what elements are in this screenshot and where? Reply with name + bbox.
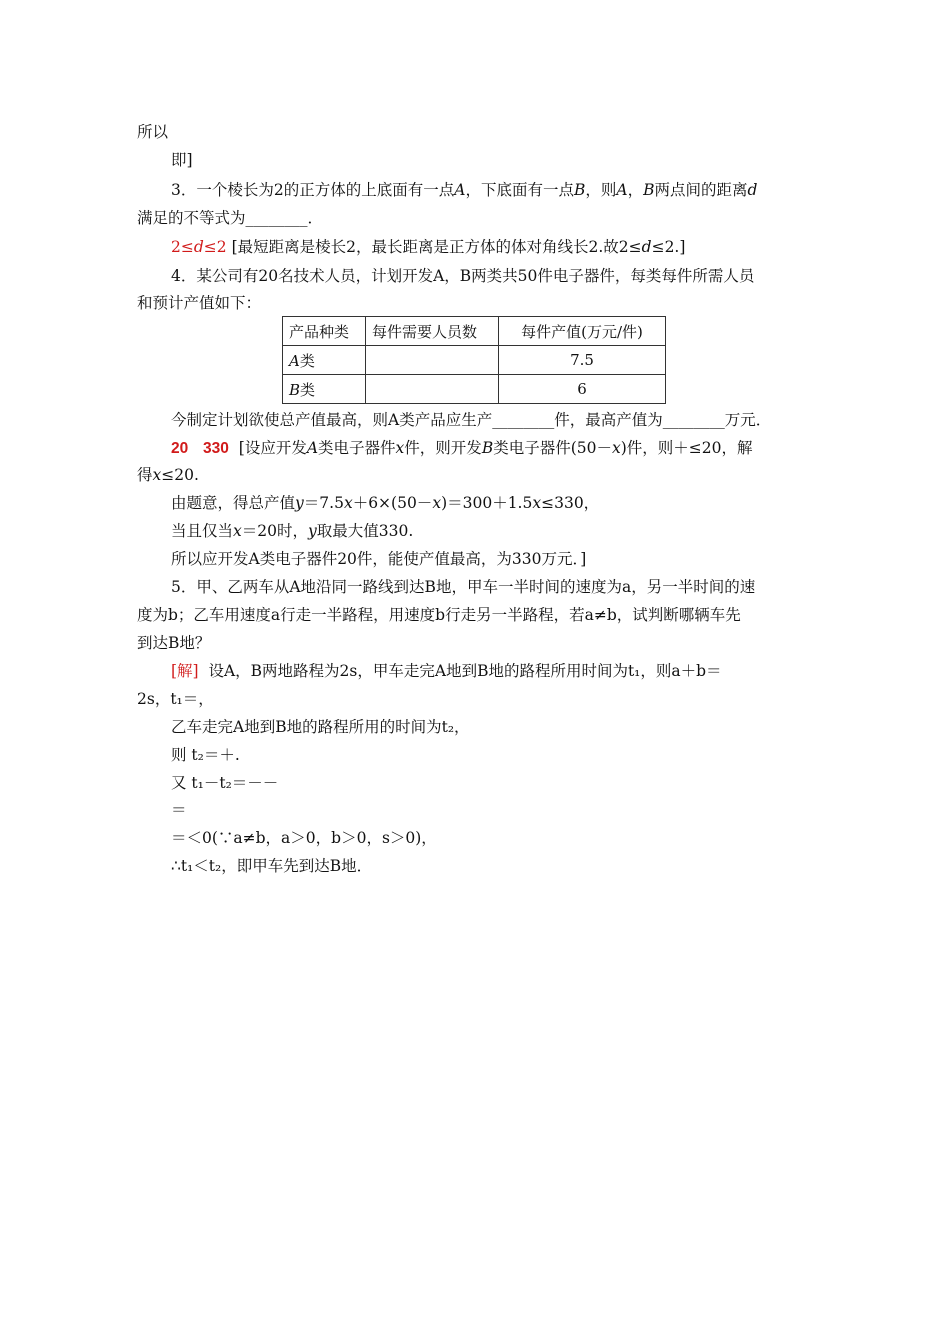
table-row [283, 346, 666, 375]
data-table [282, 316, 666, 404]
question-4-line3: 今制定计划欲使总产值最高，则A类产品应生产________件，最高产值为________万元． [171, 411, 772, 429]
answer-5-line5: 又 t₁－t₂＝－－ [171, 774, 279, 792]
question-5-line1: 5．甲、乙两车从A地沿同一路线到达B地，甲车一半时间的速度为a，另一半时间的速 [171, 578, 756, 596]
question-3-line1: 3．一个棱长为2的正方体的上底面有一点A，下底面有一点B，则A，B两点间的距离d [171, 181, 758, 199]
table-header: 产品种类 [283, 317, 366, 346]
solution-tag: [解] [171, 662, 199, 680]
table-cell: B类 [283, 375, 366, 404]
table-row [283, 375, 666, 404]
answer-5-line7: ＝＜0(∵a≠b，a＞0，b＞0，s＞0)， [171, 829, 437, 847]
table-header-row [283, 317, 666, 346]
answer-3: 2≤d≤2 [最短距离是棱长2，最长距离是正方体的体对角线长2.故2≤d≤2.] [171, 238, 686, 256]
answer-4-line2: 得x≤20. [137, 466, 199, 484]
question-5-line3: 到达B地？ [137, 634, 211, 652]
answer-4-line4: 当且仅当x＝20时，y取最大值330. [171, 522, 414, 540]
table-cell: 7.5 [499, 346, 666, 375]
answer-4-line3: 由题意，得总产值y＝7.5x＋6×(50－x)＝300＋1.5x≤330， [171, 494, 600, 512]
answer-5-line1: [解] 设A，B两地路程为2s，甲车走完A地到B地的路程所用时间为t₁，则a＋b＝ [171, 662, 722, 680]
answer-4-line5: 所以应开发A类电子器件20件，能使产值最高，为330万元．] [171, 550, 587, 568]
table-cell: A类 [283, 346, 366, 375]
answer-5-line6: ＝ [171, 801, 187, 819]
answer-5-line3: 乙车走完A地到B地的路程所用的时间为t₂， [171, 718, 470, 736]
question-5-line2: 度为b；乙车用速度a行走一半路程，用速度b行走另一半路程，若a≠b，试判断哪辆车先 [137, 606, 741, 624]
question-4-line2: 和预计产值如下： [137, 294, 262, 312]
table-header: 每件产值(万元/件) [499, 317, 666, 346]
answer-5-line4: 则 t₂＝＋. [171, 746, 240, 764]
table-header: 每件需要人员数 [366, 317, 499, 346]
answer-4-line1: 20 330 [设应开发A类电子器件x件，则开发B类电子器件(50－x)件，则＋≤20，解 [171, 439, 753, 457]
text-line: 即] [171, 151, 193, 169]
table-cell [366, 346, 499, 375]
question-3-line2: 满足的不等式为________． [137, 209, 324, 227]
table-cell [366, 375, 499, 404]
answer-5-line8: ∴t₁＜t₂，即甲车先到达B地． [171, 857, 373, 875]
question-4-line1: 4．某公司有20名技术人员，计划开发A，B两类共50件电子器件，每类每件所需人员 [171, 267, 755, 285]
answer-5-line2: 2s，t₁＝， [137, 690, 214, 708]
table-cell: 6 [499, 375, 666, 404]
text-line: 所以 [137, 123, 169, 141]
